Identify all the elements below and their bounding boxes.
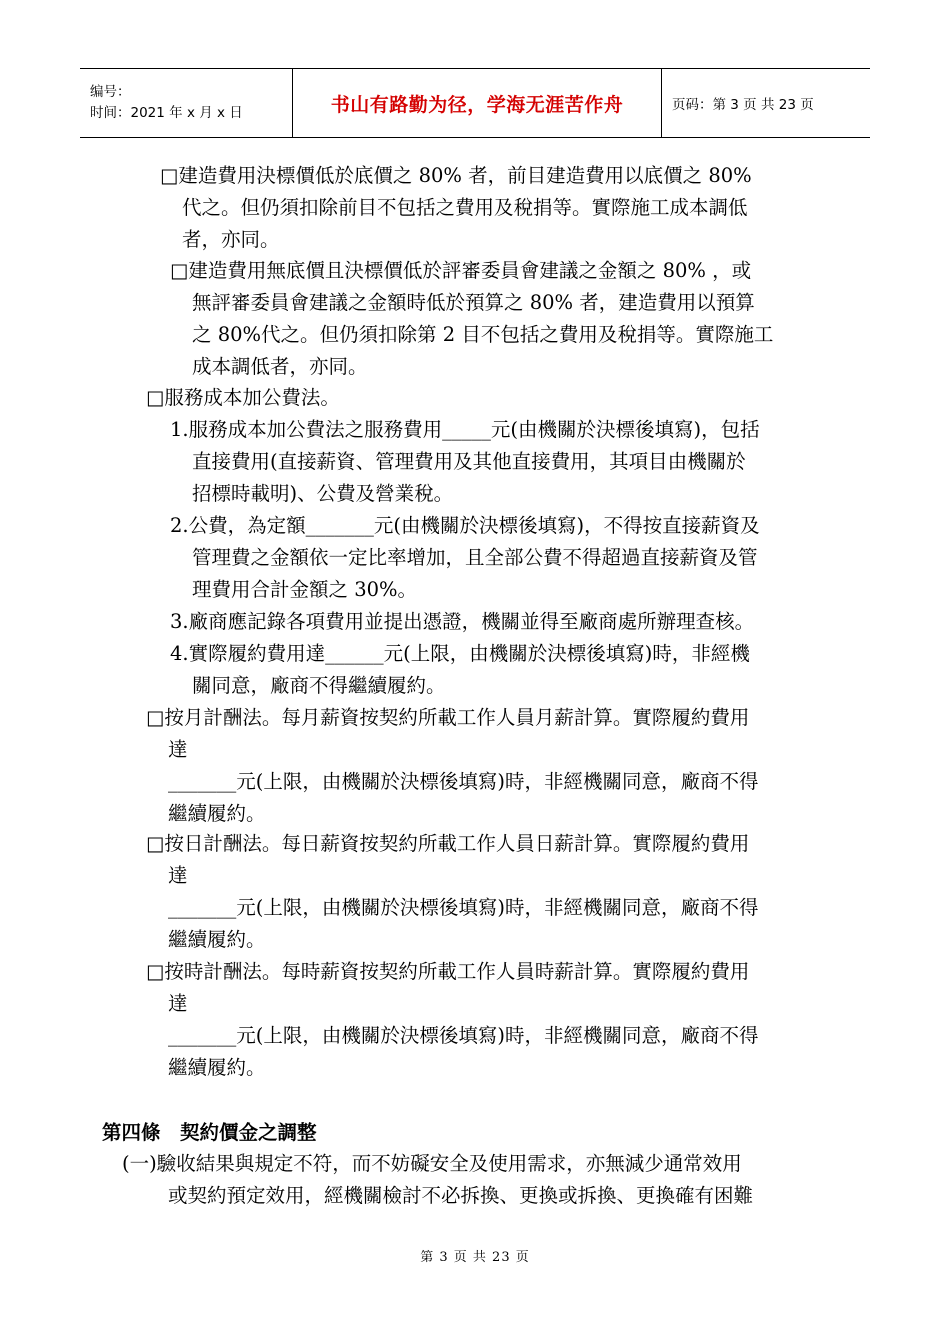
- text-line: 者，亦同。: [182, 228, 280, 251]
- text-line: □建造費用無底價且決標價低於評審委員會建議之金額之 80% ，或: [170, 259, 752, 282]
- text-line: □按日計酬法。每日薪資按契約所載工作人員日薪計算。實際履約費用: [146, 832, 750, 855]
- text-line: 3.廠商應記錄各項費用並提出憑證，機關並得至廠商處所辦理查核。: [170, 610, 755, 633]
- text-line: □服務成本加公費法。: [146, 386, 340, 409]
- header-page-cell: [662, 69, 870, 137]
- text-line: 之 80%代之。但仍須扣除第 2 目不包括之費用及稅捐等。實際施工: [192, 323, 774, 346]
- text-line: 管理費之金額依一定比率增加，且全部公費不得超過直接薪資及管: [192, 546, 758, 569]
- text-line: 4.實際履約費用達______元(上限，由機關於決標後填寫)時，非經機: [170, 642, 750, 665]
- text-line: □建造費用決標價低於底價之 80% 者，前目建造費用以底價之 80%: [160, 164, 752, 187]
- text-line: 達: [168, 992, 188, 1015]
- paragraph: [170, 606, 754, 638]
- paragraph: [146, 828, 758, 956]
- text-line: 2.公費，為定額_______元(由機關於決標後填寫)，不得按直接薪資及: [170, 514, 760, 537]
- header-slogan: 书山有路勤为径，学海无涯苦作舟: [330, 93, 624, 116]
- section-title: 第四條 契約價金之調整: [102, 1121, 317, 1144]
- text-line: 成本調低者，亦同。: [192, 355, 368, 378]
- text-line: □按月計酬法。每月薪資按契約所載工作人員月薪計算。實際履約費用: [146, 706, 750, 729]
- text-line: 繼續履約。: [168, 1056, 266, 1079]
- document-time-label: 时间：2021 年 x 月 x 日: [90, 105, 243, 121]
- text-line: _______元(上限，由機關於決標後填寫)時，非經機關同意，廠商不得: [168, 770, 759, 793]
- text-line: 繼續履約。: [168, 928, 266, 951]
- text-line: 達: [168, 738, 188, 761]
- header-meta: [80, 69, 293, 137]
- paragraph: [170, 255, 773, 383]
- paragraph: [170, 510, 760, 606]
- paragraph: [146, 956, 758, 1084]
- document-number-label: 编号：: [90, 84, 131, 100]
- text-line: 關同意，廠商不得繼續履約。: [192, 674, 446, 697]
- text-line: 招標時載明)、公費及營業稅。: [192, 482, 454, 505]
- page-footer: 第 3 页 共 23 页: [420, 1250, 530, 1265]
- header-page-number: 页码：第 3 页 共 23 页: [672, 97, 814, 113]
- paragraph: [170, 638, 750, 702]
- paragraph: [170, 414, 760, 510]
- text-line: 理費用合計金額之 30%。: [192, 578, 418, 601]
- text-line: 無評審委員會建議之金額時低於預算之 80% 者，建造費用以預算: [192, 291, 755, 314]
- text-line: (一)驗收結果與規定不符，而不妨礙安全及使用需求，亦無減少通常效用: [122, 1152, 742, 1175]
- text-line: 直接費用(直接薪資、管理費用及其他直接費用，其項目由機關於: [192, 450, 746, 473]
- text-line: _______元(上限，由機關於決標後填寫)時，非經機關同意，廠商不得: [168, 896, 759, 919]
- clause-paragraph: [122, 1148, 753, 1212]
- page-header: [80, 68, 870, 138]
- text-line: _______元(上限，由機關於決標後填寫)時，非經機關同意，廠商不得: [168, 1024, 759, 1047]
- text-line: 或契約預定效用，經機關檢討不必拆換、更換或拆換、更換確有困難: [168, 1184, 754, 1207]
- text-line: 達: [168, 864, 188, 887]
- paragraph: [146, 382, 340, 414]
- header-slogan-cell: [293, 69, 662, 137]
- text-line: 代之。但仍須扣除前目不包括之費用及稅捐等。實際施工成本調低: [182, 196, 748, 219]
- text-line: 1.服務成本加公費法之服務費用_____元(由機關於決標後填寫)，包括: [170, 418, 760, 441]
- text-line: 繼續履約。: [168, 802, 266, 825]
- paragraph: [146, 702, 758, 830]
- paragraph: [160, 160, 752, 256]
- text-line: □按時計酬法。每時薪資按契約所載工作人員時薪計算。實際履約費用: [146, 960, 750, 983]
